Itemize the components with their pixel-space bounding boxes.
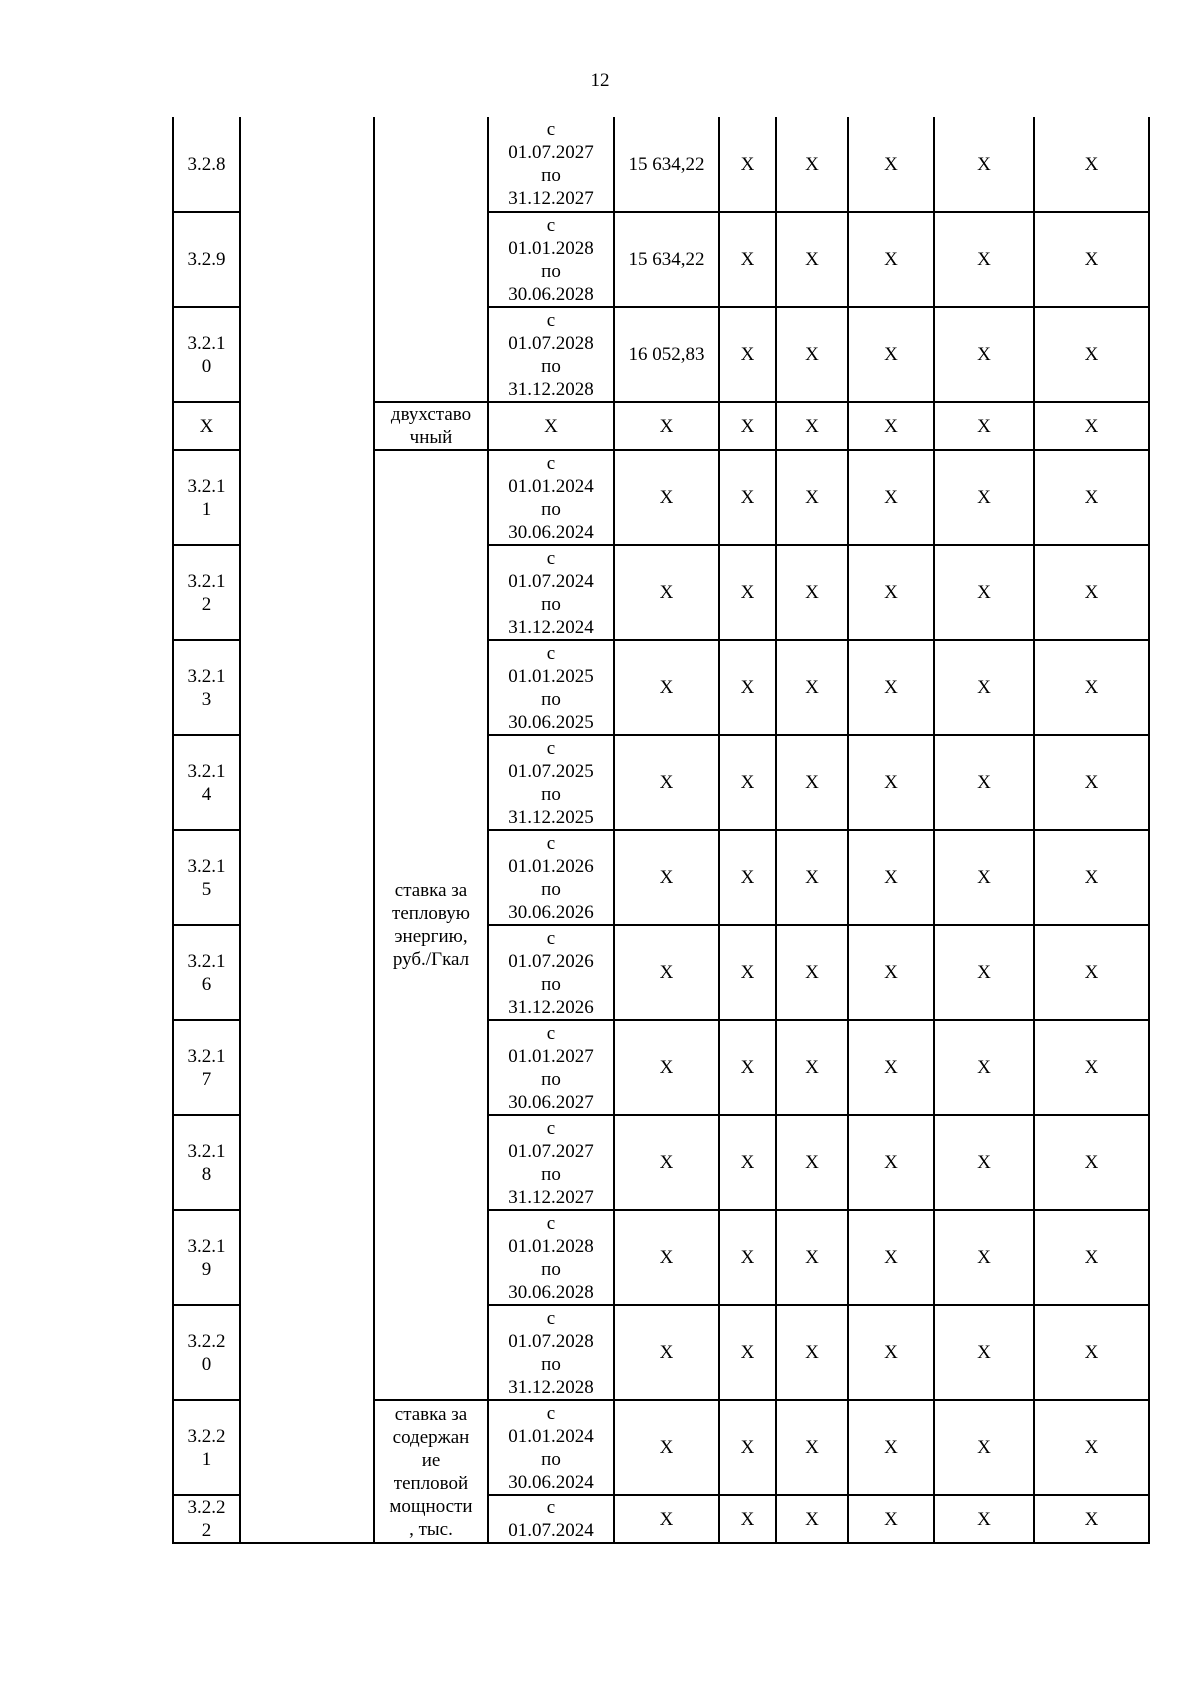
page-number: 12 bbox=[590, 70, 610, 91]
value-cell: Х bbox=[934, 1305, 1034, 1400]
value-cell: Х bbox=[848, 830, 934, 925]
period-cell: с 01.07.2026 по 31.12.2026 bbox=[488, 925, 614, 1020]
capacity-rate-cell: ставка за содержан ие тепловой мощности , тыс. bbox=[374, 1400, 488, 1543]
tariff-value-cell: Х bbox=[614, 1210, 719, 1305]
value-cell: Х bbox=[719, 212, 776, 307]
period-cell: с 01.07.2028 по 31.12.2028 bbox=[488, 1305, 614, 1400]
value-cell: Х bbox=[848, 1400, 934, 1495]
row-number-cell: Х bbox=[173, 402, 240, 450]
value-cell: Х bbox=[719, 735, 776, 830]
period-cell: с 01.01.2024 по 30.06.2024 bbox=[488, 450, 614, 545]
value-cell: Х bbox=[776, 1305, 848, 1400]
tariff-table bbox=[172, 117, 1150, 1544]
row-number-cell: 3.2.1 6 bbox=[173, 925, 240, 1020]
value-cell: Х bbox=[934, 450, 1034, 545]
period-cell: с 01.07.2025 по 31.12.2025 bbox=[488, 735, 614, 830]
value-cell: Х bbox=[1034, 307, 1149, 402]
value-cell: Х bbox=[776, 1115, 848, 1210]
value-cell: Х bbox=[1034, 450, 1149, 545]
value-cell: Х bbox=[776, 402, 848, 450]
value-cell: Х bbox=[1034, 545, 1149, 640]
period-cell: с 01.07.2024 по 31.12.2024 bbox=[488, 545, 614, 640]
period-cell: с 01.07.2027 по 31.12.2027 bbox=[488, 1115, 614, 1210]
value-cell: Х bbox=[934, 545, 1034, 640]
value-cell: Х bbox=[719, 402, 776, 450]
tariff-value-cell: 15 634,22 bbox=[614, 117, 719, 212]
value-cell: Х bbox=[776, 450, 848, 545]
tariff-value-cell: Х bbox=[614, 402, 719, 450]
value-cell: Х bbox=[1034, 1495, 1149, 1543]
value-cell: Х bbox=[934, 1115, 1034, 1210]
value-cell: Х bbox=[1034, 402, 1149, 450]
value-cell: Х bbox=[848, 117, 934, 212]
value-cell: Х bbox=[776, 1495, 848, 1543]
value-cell: Х bbox=[719, 1400, 776, 1495]
value-cell: Х bbox=[848, 450, 934, 545]
period-cell: с 01.01.2027 по 30.06.2027 bbox=[488, 1020, 614, 1115]
row-number-cell: 3.2.1 1 bbox=[173, 450, 240, 545]
row-number-cell: 3.2.2 1 bbox=[173, 1400, 240, 1495]
period-cell: с 01.01.2025 по 30.06.2025 bbox=[488, 640, 614, 735]
value-cell: Х bbox=[848, 1305, 934, 1400]
period-cell: с 01.01.2028 по 30.06.2028 bbox=[488, 212, 614, 307]
value-cell: Х bbox=[848, 1020, 934, 1115]
rate-type-cell bbox=[374, 117, 488, 402]
value-cell: Х bbox=[776, 1210, 848, 1305]
table-row bbox=[173, 117, 1149, 212]
period-cell: с 01.01.2026 по 30.06.2026 bbox=[488, 830, 614, 925]
value-cell: Х bbox=[848, 307, 934, 402]
tariff-type-cell: двухставо чный bbox=[374, 402, 488, 450]
period-cell: Х bbox=[488, 402, 614, 450]
value-cell: Х bbox=[934, 830, 1034, 925]
tariff-value-cell: Х bbox=[614, 545, 719, 640]
period-cell: с 01.07.2027 по 31.12.2027 bbox=[488, 117, 614, 212]
organization-cell bbox=[240, 117, 374, 1543]
value-cell: Х bbox=[719, 925, 776, 1020]
row-number-cell: 3.2.1 7 bbox=[173, 1020, 240, 1115]
value-cell: Х bbox=[719, 1210, 776, 1305]
value-cell: Х bbox=[848, 925, 934, 1020]
value-cell: Х bbox=[1034, 735, 1149, 830]
value-cell: Х bbox=[719, 1115, 776, 1210]
value-cell: Х bbox=[934, 1400, 1034, 1495]
value-cell: Х bbox=[848, 1495, 934, 1543]
value-cell: Х bbox=[934, 307, 1034, 402]
value-cell: Х bbox=[776, 735, 848, 830]
value-cell: Х bbox=[719, 1495, 776, 1543]
value-cell: Х bbox=[1034, 830, 1149, 925]
value-cell: Х bbox=[934, 212, 1034, 307]
value-cell: Х bbox=[776, 1400, 848, 1495]
tariff-value-cell: 16 052,83 bbox=[614, 307, 719, 402]
row-number-cell: 3.2.1 2 bbox=[173, 545, 240, 640]
row-number-cell: 3.2.2 0 bbox=[173, 1305, 240, 1400]
value-cell: Х bbox=[1034, 1210, 1149, 1305]
row-number-cell: 3.2.1 0 bbox=[173, 307, 240, 402]
value-cell: Х bbox=[719, 640, 776, 735]
row-number-cell: 3.2.8 bbox=[173, 117, 240, 212]
value-cell: Х bbox=[719, 1020, 776, 1115]
value-cell: Х bbox=[776, 640, 848, 735]
value-cell: Х bbox=[1034, 925, 1149, 1020]
tariff-value-cell: Х bbox=[614, 450, 719, 545]
value-cell: Х bbox=[934, 1210, 1034, 1305]
tariff-value-cell: Х bbox=[614, 925, 719, 1020]
row-number-cell: 3.2.1 8 bbox=[173, 1115, 240, 1210]
row-number-cell: 3.2.1 3 bbox=[173, 640, 240, 735]
value-cell: Х bbox=[934, 117, 1034, 212]
tariff-value-cell: Х bbox=[614, 735, 719, 830]
value-cell: Х bbox=[934, 640, 1034, 735]
value-cell: Х bbox=[776, 830, 848, 925]
row-number-cell: 3.2.1 9 bbox=[173, 1210, 240, 1305]
value-cell: Х bbox=[848, 735, 934, 830]
value-cell: Х bbox=[776, 1020, 848, 1115]
period-cell: с 01.07.2024 bbox=[488, 1495, 614, 1543]
value-cell: Х bbox=[719, 117, 776, 212]
row-number-cell: 3.2.2 2 bbox=[173, 1495, 240, 1543]
value-cell: Х bbox=[934, 1020, 1034, 1115]
period-cell: с 01.01.2028 по 30.06.2028 bbox=[488, 1210, 614, 1305]
value-cell: Х bbox=[776, 925, 848, 1020]
value-cell: Х bbox=[1034, 1305, 1149, 1400]
row-number-cell: 3.2.1 5 bbox=[173, 830, 240, 925]
period-cell: с 01.01.2024 по 30.06.2024 bbox=[488, 1400, 614, 1495]
value-cell: Х bbox=[848, 640, 934, 735]
tariff-value-cell: Х bbox=[614, 1020, 719, 1115]
value-cell: Х bbox=[1034, 117, 1149, 212]
value-cell: Х bbox=[719, 545, 776, 640]
value-cell: Х bbox=[848, 212, 934, 307]
value-cell: Х bbox=[848, 1210, 934, 1305]
row-number-cell: 3.2.9 bbox=[173, 212, 240, 307]
value-cell: Х bbox=[1034, 212, 1149, 307]
tariff-value-cell: Х bbox=[614, 1495, 719, 1543]
value-cell: Х bbox=[776, 212, 848, 307]
value-cell: Х bbox=[934, 925, 1034, 1020]
value-cell: Х bbox=[934, 1495, 1034, 1543]
tariff-value-cell: Х bbox=[614, 830, 719, 925]
value-cell: Х bbox=[776, 117, 848, 212]
value-cell: Х bbox=[1034, 1020, 1149, 1115]
value-cell: Х bbox=[1034, 1115, 1149, 1210]
period-cell: с 01.07.2028 по 31.12.2028 bbox=[488, 307, 614, 402]
value-cell: Х bbox=[1034, 1400, 1149, 1495]
value-cell: Х bbox=[848, 402, 934, 450]
energy-rate-cell: ставка за тепловую энергию, руб./Гкал bbox=[374, 450, 488, 1400]
value-cell: Х bbox=[719, 450, 776, 545]
value-cell: Х bbox=[719, 1305, 776, 1400]
tariff-value-cell: 15 634,22 bbox=[614, 212, 719, 307]
tariff-value-cell: Х bbox=[614, 1400, 719, 1495]
value-cell: Х bbox=[1034, 640, 1149, 735]
tariff-value-cell: Х bbox=[614, 1305, 719, 1400]
value-cell: Х bbox=[934, 735, 1034, 830]
value-cell: Х bbox=[719, 830, 776, 925]
value-cell: Х bbox=[934, 402, 1034, 450]
row-number-cell: 3.2.1 4 bbox=[173, 735, 240, 830]
value-cell: Х bbox=[848, 1115, 934, 1210]
value-cell: Х bbox=[776, 307, 848, 402]
value-cell: Х bbox=[719, 307, 776, 402]
value-cell: Х bbox=[776, 545, 848, 640]
value-cell: Х bbox=[848, 545, 934, 640]
tariff-value-cell: Х bbox=[614, 1115, 719, 1210]
tariff-value-cell: Х bbox=[614, 640, 719, 735]
